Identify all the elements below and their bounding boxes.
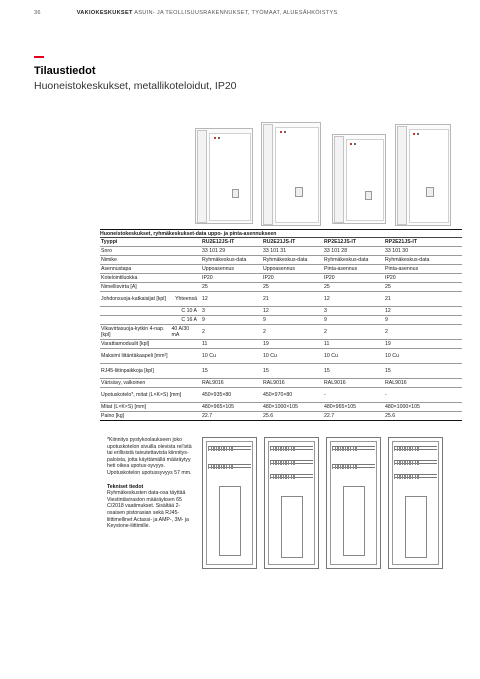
wiring-diagram-rp2e12 (326, 437, 381, 569)
header-cell: RP2E21JS-IT (385, 239, 418, 245)
table-row (100, 283, 462, 292)
table-cell: 450×935×80 (202, 392, 232, 398)
table-cell: 22.7 (324, 413, 335, 419)
table-cell: 9 (263, 317, 266, 323)
row-sublabel: Yhteensä (175, 295, 197, 302)
table-cell: 12 (385, 308, 391, 314)
row-label (100, 257, 201, 263)
cabinet-photo-rp2e12 (332, 134, 386, 224)
product-photos (195, 118, 455, 226)
table-cell: 2 (202, 329, 205, 335)
row-label-text: Johdonsuoja-katkaisijat [kpl] (101, 295, 166, 302)
wiring-diagram-rp2e21 (388, 437, 443, 569)
table-cell: 10 Cu (385, 353, 399, 359)
table-row (100, 325, 462, 340)
table-row (100, 388, 462, 403)
table-cell: 21 (263, 296, 269, 302)
table-row (100, 340, 462, 349)
table-cell: 2 (324, 329, 327, 335)
row-label-text: Nimellisvirta [A] (101, 283, 137, 290)
table-row (100, 349, 462, 364)
cabinet-photo-ru2e12 (195, 128, 253, 224)
table-row (100, 292, 462, 307)
table-cell: 25 (263, 284, 269, 290)
table-cell: - (385, 392, 387, 398)
row-label (100, 380, 201, 386)
table-header-row (100, 238, 462, 247)
row-label (100, 317, 201, 323)
table-cell: 480×965×105 (324, 404, 357, 410)
table-cell: 15 (385, 368, 391, 374)
table-cell: 3 (324, 308, 327, 314)
row-label (100, 404, 201, 410)
table-cell: 9 (202, 317, 205, 323)
row-label (100, 284, 201, 290)
table-cell: 25 (202, 284, 208, 290)
table-cell: IP20 (385, 275, 396, 281)
table-body (100, 247, 462, 421)
table-cell: Ryhmäkeskus-data (324, 257, 369, 263)
table-cell: IP20 (324, 275, 335, 281)
table-cell: 480×1000×105 (385, 404, 420, 410)
table-cell: 12 (324, 296, 330, 302)
table-cell: 9 (385, 317, 388, 323)
row-label-text: Upotuskotelo*, mitat (L×K×S) [mm] (101, 391, 182, 398)
footnote-text: *Kiinnitys pystykoolaukseen joko upotuskotelon sivuilla olevista rei'istä tai erillisistä taivutettavista kiinnitys-paloista, jotta käyttämällä määräytyy heti oikea upotus-syvyys. Upotuskotelon upotussyvyys 57 mm. (107, 437, 192, 476)
row-label (100, 353, 201, 359)
page-header (34, 10, 460, 24)
table-cell: 11 (202, 341, 208, 347)
table-cell: Pinta-asennus (324, 266, 358, 272)
table-cell: 2 (263, 329, 266, 335)
row-label (100, 368, 201, 374)
page-title: Tilaustiedot (34, 65, 96, 77)
row-label-text: Varattiamoduulit [kpl] (101, 340, 150, 347)
table-row (100, 265, 462, 274)
accent-bar (34, 56, 44, 58)
row-label (100, 296, 201, 302)
table-cell: 3 (202, 308, 205, 314)
table-cell: - (324, 392, 326, 398)
header-cell: Tyyppi (101, 238, 118, 245)
row-label-text: Vikavirtasuoja-kytkin 4-nap. [kpl] (101, 325, 165, 338)
table-cell: 33 101 31 (263, 248, 287, 254)
cabinet-photo-ru2e21 (261, 122, 321, 226)
table-cell: 11 (324, 341, 330, 347)
header-cell: RU2E21JS-IT (263, 239, 296, 245)
table-cell: RAL9016 (385, 380, 407, 386)
cabinet-photo-rp2e21 (395, 124, 451, 226)
table-cell: 33 101 29 (202, 248, 226, 254)
table-cell: RAL9016 (324, 380, 346, 386)
table-cell: Ryhmäkeskus-data (385, 257, 430, 263)
table-cell: Ryhmäkeskus-data (263, 257, 308, 263)
table-cell: 25 (385, 284, 391, 290)
table-cell: 12 (202, 296, 208, 302)
table-cell: 21 (385, 296, 391, 302)
table-cell: 19 (263, 341, 269, 347)
table-cell: 33 101 30 (385, 248, 409, 254)
table-cell: Ryhmäkeskus-data (202, 257, 247, 263)
row-label (100, 275, 201, 281)
table-cell: 15 (324, 368, 330, 374)
table-cell: 10 Cu (263, 353, 277, 359)
table-cell: RAL9016 (263, 380, 285, 386)
table-row (100, 247, 462, 256)
row-label-text: Paino [kg] (101, 412, 125, 419)
table-cell: IP20 (263, 275, 274, 281)
row-label-text: Maksimi liitäntäkaapeli [mm²] (101, 352, 168, 359)
section-name: VAKIOKESKUKSET (76, 10, 133, 16)
table-row (100, 307, 462, 316)
table-cell: 10 Cu (202, 353, 216, 359)
table-cell: Pinta-asennus (385, 266, 419, 272)
table-cell: 25.6 (385, 413, 396, 419)
table-caption: Huoneistokeskukset, ryhmäkeskukset-data uppo- ja pinta-asennukseen (100, 229, 462, 238)
row-label (100, 326, 201, 338)
tech-text: Ryhmäkeskusten data-osa täyttää Viestintäviraston määräyksen 65 C/2018 vaatimukset. Sisältää 2-osaisen pistorasian sekä RJ45-liittimellinet Actassi- ja AMP-, 3M- ja Keystone-liittimille. (107, 490, 189, 530)
wiring-diagram-ru2e12 (202, 437, 257, 569)
table-cell: 450×970×80 (263, 392, 293, 398)
table-cell: 22.7 (202, 413, 213, 419)
table-row (100, 256, 462, 265)
header-cell: RU2E12JS-IT (202, 239, 235, 245)
table-cell: 10 Cu (324, 353, 338, 359)
row-label-text: RJ45-liitinpaikkoja [kpl] (101, 367, 154, 374)
row-label-text: Mitat (L×K×S) [mm] (101, 403, 146, 410)
row-label-text: Kotelointiluokka (101, 274, 138, 281)
table-row (100, 274, 462, 283)
section-description: ASUIN- JA TEOLLISUUSRAKENNUKSET, TYÖMAAT, ALUESÄHKÖISTYS (134, 10, 338, 16)
row-sublabel: C 16 A (181, 316, 197, 323)
page-subtitle: Huoneistokeskukset, metallikoteloidut, IP20 (34, 80, 237, 92)
table-cell: 15 (202, 368, 208, 374)
tech-heading: Tekniset tiedot (107, 483, 144, 490)
table-cell: 480×1000×105 (263, 404, 298, 410)
wiring-diagram-ru2e21 (264, 437, 319, 569)
row-label (100, 341, 201, 347)
table-row (100, 316, 462, 325)
row-sublabel: C 10 A (181, 307, 197, 314)
notes-column (107, 437, 197, 530)
row-label (100, 413, 201, 419)
row-sublabel: 40 A/30 mA (171, 325, 190, 338)
row-label-text: Nimike (101, 256, 117, 263)
table-cell: 33 101 28 (324, 248, 348, 254)
row-label-text: Snro (101, 247, 112, 254)
row-label-text: Asennustapa (101, 265, 132, 272)
table-cell: 19 (385, 341, 391, 347)
table-cell: RAL9016 (202, 380, 224, 386)
table-cell: Uppoasennus (202, 266, 235, 272)
table-row (100, 412, 462, 421)
table-cell: 2 (385, 329, 388, 335)
row-label-text: Värisävy, valkoinen (101, 379, 146, 386)
table-cell: 15 (263, 368, 269, 374)
table-cell: 9 (324, 317, 327, 323)
table-cell: 480×965×105 (202, 404, 235, 410)
table-cell: Uppoasennus (263, 266, 296, 272)
table-cell: 25 (324, 284, 330, 290)
row-label (100, 392, 201, 398)
table-row (100, 379, 462, 388)
header-cell: RP2E12JS-IT (324, 239, 357, 245)
page-number: 36 (34, 10, 41, 16)
row-label (100, 308, 201, 314)
table-cell: 25.6 (263, 413, 274, 419)
table-row (100, 403, 462, 412)
order-table (100, 229, 462, 421)
table-cell: 12 (263, 308, 269, 314)
row-label (100, 248, 201, 254)
table-row (100, 364, 462, 379)
row-label (100, 266, 201, 272)
table-cell: IP20 (202, 275, 213, 281)
